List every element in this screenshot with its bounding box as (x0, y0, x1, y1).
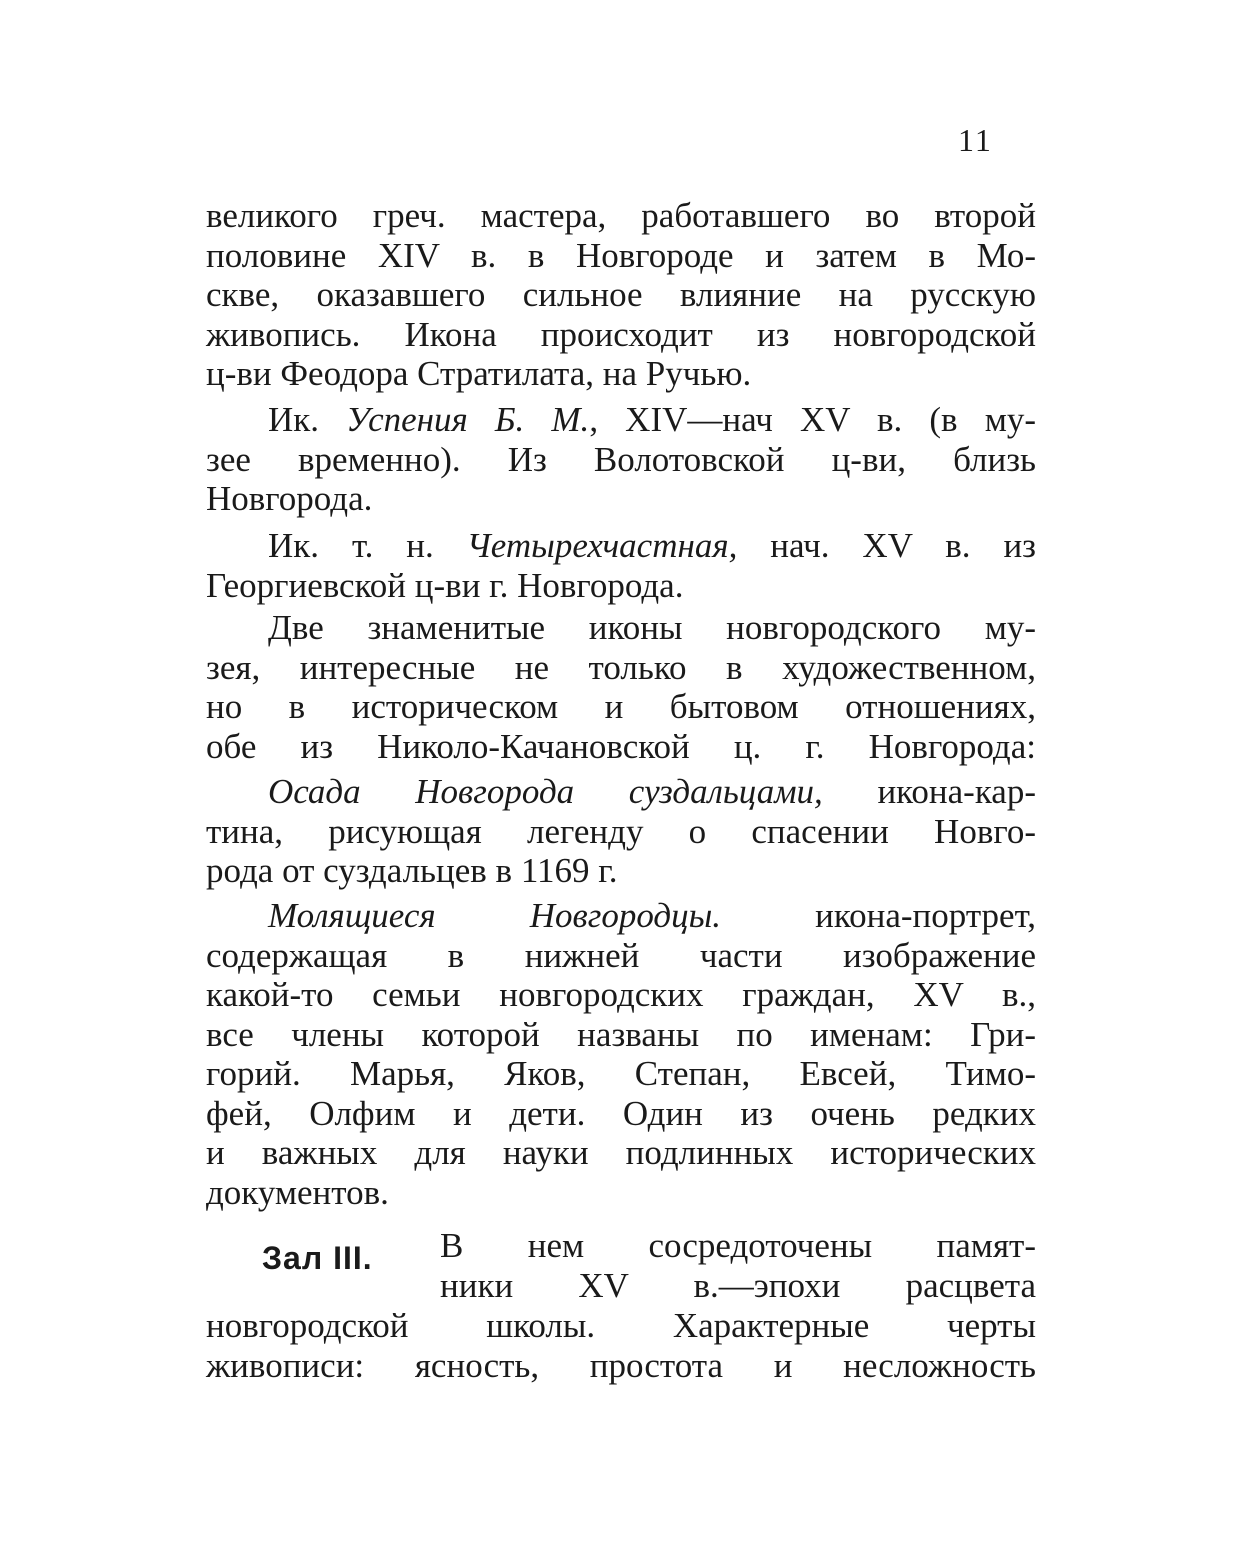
line-rest: , XIV—нач XV в. (в му- (589, 400, 1037, 439)
text-line: и важных для науки подлинных исторических (206, 1133, 1036, 1172)
hall-side-text (440, 1226, 1036, 1306)
text-line: новгородской школы. Характерные черты (206, 1306, 1036, 1345)
icon-title: Осада Новгорода суздальцами, (268, 772, 823, 811)
text-line: все члены которой названы по именам: Гри- (206, 1014, 1036, 1054)
text-line (206, 896, 1036, 936)
text-line (206, 772, 1036, 812)
text-line: фей, Олфим и дети. Один из очень редких (206, 1093, 1036, 1133)
line-rest: нач. XV в. из (737, 526, 1036, 565)
text-line: великого греч. мастера, работавшего во второй (206, 196, 1036, 235)
paragraph-5 (206, 772, 1036, 891)
text-line: обе из Николо-Качановской ц. г. Новгорода: (206, 726, 1036, 766)
icon-abbrev: Ик. (268, 400, 347, 439)
text-line: зея, интересные не только в художественном, (206, 647, 1036, 687)
hall-body-text (206, 1306, 1036, 1386)
text-line: тина, рисующая легенду о спасении Новго- (206, 811, 1036, 851)
text-line: скве, оказавшего сильное влияние на русскую (206, 275, 1036, 314)
text-line: Новгорода. (206, 479, 373, 518)
text-line: ники XV в.—эпохи расцвета (440, 1266, 1036, 1305)
text-line: половине XIV в. в Новгороде и затем в Мо- (206, 235, 1036, 275)
hall-heading: Зал III. (262, 1240, 373, 1276)
paragraph-1 (206, 196, 1036, 394)
text-line: живопись. Икона происходит из новгородской (206, 314, 1036, 354)
text-line: содержащая в нижней части изображение (206, 935, 1036, 975)
paragraph-2 (206, 400, 1036, 519)
text-line (206, 400, 1036, 440)
text-line: горий. Марья, Яков, Степан, Евсей, Тимо- (206, 1054, 1036, 1093)
text-line: но в историческом и бытовом отношениях, (206, 687, 1036, 726)
page-number: 11 (958, 122, 993, 158)
paragraph-4 (206, 608, 1036, 766)
text-line: Две знаменитые иконы новгородского му- (268, 608, 1036, 647)
text-line: документов. (206, 1172, 389, 1212)
text-line: зее временно). Из Волотовской ц-ви, близь (206, 439, 1036, 479)
paragraph-6 (206, 896, 1036, 1212)
text-line (206, 526, 1036, 566)
icon-title: Успения Б. М. (346, 400, 590, 439)
icon-title: Четырехчастная, (466, 526, 738, 565)
icon-abbrev: Ик. т. н. (268, 526, 467, 565)
text-line: живописи: ясность, простота и несложность (206, 1346, 1036, 1385)
text-line: рода от суздальцев в 1169 г. (206, 851, 618, 890)
line-rest: икона-портрет, (721, 896, 1036, 935)
text-line: ц-ви Феодора Стратилата, на Ручью. (206, 354, 752, 393)
line-rest: икона-кар- (822, 772, 1036, 811)
paragraph-3 (206, 526, 1036, 605)
text-line: В нем сосредоточены памят- (440, 1226, 1036, 1265)
text-line: какой-то семьи новгородских граждан, XV в., (206, 975, 1036, 1014)
text-line: Георгиевской ц-ви г. Новгорода. (206, 565, 684, 605)
icon-title: Молящиеся Новгородцы. (268, 896, 722, 935)
